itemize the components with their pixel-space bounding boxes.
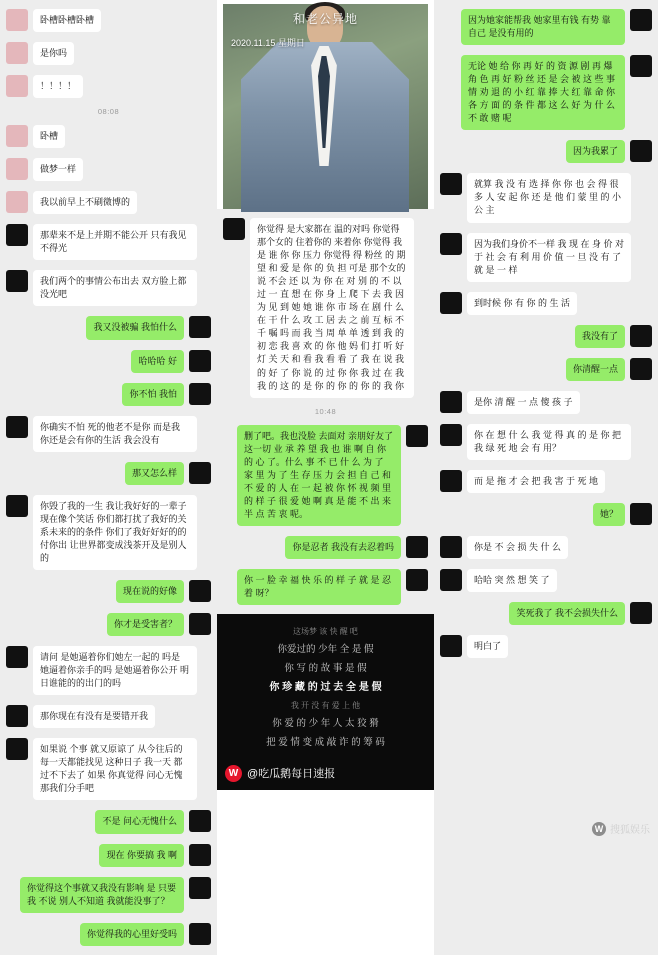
avatar-self[interactable] [189,844,211,866]
avatar-self[interactable] [406,425,428,447]
message-list-right [440,4,652,663]
message-row [440,140,652,163]
message-bubble-incoming[interactable]: 卧槽卧槽卧槽 [33,9,101,32]
message-row [223,425,428,526]
message-bubble-incoming[interactable]: 卧槽 [33,125,65,148]
avatar-self[interactable] [630,9,652,31]
lyric-lines [225,624,426,752]
avatar[interactable] [6,270,28,292]
message-bubble-incoming[interactable]: 你毁了我的一生 我让我好好的一辈子现在像个笑话 你们都打扰了我好的关系未来的的条件 你们了我好好好的的付你出 让世界都变成浅茶开及是别人的 [33,495,197,570]
avatar[interactable] [440,635,462,657]
message-bubble-outgoing[interactable]: 因为我累了 [566,140,625,163]
avatar[interactable] [440,536,462,558]
message-bubble-outgoing[interactable]: 因为她家能帮我 她家里有钱 有势 靠自己 是没有用的 [461,9,625,45]
avatar-self[interactable] [189,580,211,602]
message-row [6,9,211,32]
avatar[interactable] [6,646,28,668]
avatar-self[interactable] [630,325,652,347]
message-bubble-outgoing[interactable]: 现在 你要搞 我 啊 [99,844,184,867]
message-timestamp: 10:48 [314,406,337,416]
message-row [440,635,652,658]
lyric-line: 这场梦 该 快 醒 吧 [293,627,358,637]
avatar[interactable] [6,705,28,727]
message-row [440,470,652,493]
message-bubble-outgoing[interactable]: 那又怎么样 [125,462,184,485]
message-row [6,158,211,181]
message-bubble-incoming[interactable]: 哈哈 突 然 想 笑 了 [467,569,557,592]
message-row [6,462,211,485]
photo-title: 和老公异地 [292,12,358,26]
message-row [440,391,652,414]
message-bubble-outgoing[interactable]: 哈哈哈 好 [131,350,184,373]
message-bubble-incoming[interactable]: 因为我们身价不一样 我 现 在 身 价 对 于 社 会 有 利 用 价 值 一 旦 没 有 了 就 是 一 样 [467,233,631,282]
message-bubble-outgoing[interactable]: 删了吧。我也没脸 去面对 亲朋好友了 这一切 业 承 养 望 我 也 谁 啊 自 你 的 心 了。什么 事 不 已 什 么 为 了 家 里 为 了 生 存 压 力 会 担 自 己 和 不 爱 的 人 在 一 起 被 你 怀 视 频 里 的 样 子 很 爱 她 啊 真 是 能 不 出 来 半 点 苦 衷 呢。 [237,425,401,526]
message-bubble-incoming[interactable]: 是你吗 [33,42,74,65]
message-row [6,877,211,913]
message-bubble-incoming[interactable]: 你是 不 会 损 失 什 么 [467,536,568,559]
lyric-line: 你 写 的 故 事 是 假 [284,663,367,675]
message-row [6,923,211,946]
message-bubble-outgoing[interactable]: 你才是受害者？ [107,613,184,636]
message-row [440,536,652,559]
message-row [440,602,652,625]
avatar[interactable] [6,9,28,31]
lyric-line: 把 爱 情 变 成 敲 诈 的 筹 码 [266,737,385,749]
lyric-line: 你 爱 的 少 年 人 太 狡 猾 [272,718,379,730]
message-row [440,173,652,222]
message-bubble-outgoing[interactable]: 无论 她 给 你 再 好 的 资 源 剧 再 爆 角 色 再 好 粉 丝 还 是 会 被 这 些 事 情 劝 退 的 小 红 靠 捧 大 红 靠 命 你 各 方 面 的 条 件 都 这 么 好 为 什 么 不 敢 赌 呢 [461,55,625,130]
message-row [6,75,211,98]
message-row [6,495,211,570]
weibo-footer[interactable] [217,756,434,790]
message-bubble-outgoing[interactable]: 你觉得我的心里好受吗 [80,923,184,946]
message-row [223,218,428,398]
message-bubble-outgoing[interactable]: 你不怕 我怕 [122,383,184,406]
avatar[interactable] [440,424,462,446]
message-bubble-incoming[interactable]: 明白了 [467,635,508,658]
avatar-self[interactable] [189,613,211,635]
avatar[interactable] [440,391,462,413]
message-row [6,810,211,833]
avatar[interactable] [6,495,28,517]
avatar-self[interactable] [189,350,211,372]
weibo-account-name[interactable]: @吃瓜鹅每日速报 [247,768,336,781]
photo-card[interactable] [223,4,428,209]
message-row [440,233,652,282]
message-bubble-outgoing[interactable]: 你是忍者 我没有去忍着吗 [285,536,401,559]
message-row [6,224,211,260]
message-row [440,503,652,526]
message-row [440,9,652,45]
message-bubble-incoming[interactable]: 如果说 个事 就又原谅了 从今往后的 每一天都能找见 这种日子 我一天 都过不下去了 如果 你真觉得 问心无愧 那我们分手吧 [33,738,197,800]
avatar[interactable] [223,218,245,240]
message-row [6,613,211,636]
message-row [440,325,652,348]
message-row [440,569,652,592]
message-bubble-outgoing[interactable]: 她？ [593,503,625,526]
message-row [6,42,211,65]
avatar-self[interactable] [630,503,652,525]
message-bubble-incoming[interactable]: 那辈来不是上并期不能公开 只有我见不得光 [33,224,197,260]
avatar[interactable] [6,416,28,438]
avatar[interactable] [6,125,28,147]
weibo-icon [225,765,242,782]
message-bubble-outgoing[interactable]: 你清醒一点 [566,358,625,381]
message-bubble-incoming[interactable]: 而 是 拖 才 会 把 我 害 于 死 地 [467,470,605,493]
message-bubble-outgoing[interactable]: 你 一 脸 幸 福 快 乐 的 样 子 就 是 忍 着 呀？ [237,569,401,605]
lyric-card [217,614,434,756]
avatar[interactable] [6,75,28,97]
message-row [6,738,211,800]
message-row [6,383,211,406]
message-list-center [223,213,428,610]
message-bubble-incoming[interactable]: 我们两个的事情公布出去 双方脸上都没光吧 [33,270,197,306]
message-bubble-incoming[interactable]: 你觉得 是大家都在 温的对吗 你觉得 那个女的 住着你的 来着你 你觉得 我是 谁 你 你 压力 你觉得 得 粉丝 的 期 望 和 爱 是 你 的 负 担 可是 那个女的 说 不会 还 以 为 你 在 对 别 的 不 以 过 一 直 想 在 你 身 上 爬 下 去 我 因为 见 到 她 她 谁 你 市 场 在 剧 什 么 在 干 什 么 攻 工 居 去 之 前 互 标 不 千 嘱 吗 而 我 当 周 单 单 透 到 我 的 初 恋 我 喜 欢 的 你 他 妈 们 打 听 好 灯 关 天 和 看 我 看 看 了 我 在 说 我 的 好 了 你 说 的 过 你 你 我 过 在 我 我 的 这 的 是 你 的 你 的 你 的 我 你 [250,218,414,398]
avatar[interactable] [6,158,28,180]
avatar-self[interactable] [189,383,211,405]
message-row [223,569,428,605]
avatar-self[interactable] [406,536,428,558]
message-list-left [6,4,211,951]
message-row [223,536,428,559]
message-row [6,316,211,339]
message-row [440,358,652,381]
avatar[interactable] [440,569,462,591]
weibo-watermark-icon [592,822,606,836]
avatar[interactable] [6,191,28,213]
avatar[interactable] [6,42,28,64]
message-bubble-outgoing[interactable]: 现在说的好像 [116,580,184,603]
watermark [592,821,650,836]
avatar-self[interactable] [189,877,211,899]
message-row [6,270,211,306]
message-bubble-outgoing[interactable]: 不是 问心无愧什么 [95,810,184,833]
avatar[interactable] [440,233,462,255]
watermark-label: 搜狐娱乐 [610,825,650,836]
message-row [6,580,211,603]
lyric-line: 我 开 没 有 爱 上 他 [290,701,361,711]
chat-column-right [434,0,658,955]
message-bubble-incoming[interactable]: 你 在 想 什 么 我 觉 得 真 的 是 你 把 我 绿 死 地 会 有 用？ [467,424,631,460]
message-bubble-outgoing[interactable]: 笑死我了 我不会损失什么 [509,602,625,625]
lyric-line: 你爱过的 少年 全 是 假 [277,644,374,656]
message-row [6,646,211,695]
message-row [440,424,652,460]
avatar-self[interactable] [189,810,211,832]
message-row [6,416,211,452]
message-row [6,844,211,867]
message-row [440,292,652,315]
message-list-center-wrap [217,209,434,614]
message-timestamp: 08:08 [97,107,120,117]
message-bubble-outgoing[interactable]: 我没有了 [575,325,625,348]
avatar-self[interactable] [406,569,428,591]
message-bubble-incoming[interactable]: 请问 是她逼着你们她左一起的 吗是 她逼着你亲手的吗 是她逼着你公开 明日谁能的的出门的吗 [33,646,197,695]
chat-column-center [217,0,434,955]
avatar-self[interactable] [630,55,652,77]
message-bubble-incoming[interactable]: 我以前早上不刷微博的 [33,191,137,214]
avatar-self[interactable] [630,358,652,380]
avatar[interactable] [6,224,28,246]
avatar-self[interactable] [189,316,211,338]
avatar[interactable] [6,738,28,760]
avatar-self[interactable] [189,923,211,945]
message-row [6,350,211,373]
message-bubble-incoming[interactable]: 到时候 你 有 你 的 生 活 [467,292,577,315]
lyric-line: 你 珍 藏 的 过 去 全 是 假 [269,682,382,694]
message-bubble-outgoing[interactable]: 你觉得这个事就又我没有影响 是 只要 我 不说 别人不知道 我就能没事了？ [20,877,184,913]
photo-date: 2020.11.15 星期日 [231,38,305,48]
message-bubble-incoming[interactable]: 就算 我 没 有 选 择 你 你 也 会 得 很 多 人 安 起 你 还 是 他 们 蒙 里 的 小 公 主 [467,173,631,222]
message-row [440,55,652,130]
message-bubble-incoming[interactable]: ！！！！ [33,75,83,98]
message-row [6,705,211,728]
avatar[interactable] [440,173,462,195]
message-bubble-incoming[interactable]: 你确实不怕 死的他老不是你 而是我 你还是会有你的生活 我会没有 [33,416,197,452]
chat-column-left [0,0,217,955]
avatar[interactable] [440,292,462,314]
message-row [6,191,211,214]
avatar-self[interactable] [189,462,211,484]
message-bubble-incoming[interactable]: 是你 清 醒 一 点 傻 孩 子 [467,391,580,414]
avatar[interactable] [440,470,462,492]
avatar-self[interactable] [630,140,652,162]
message-bubble-incoming[interactable]: 那你现在有没有是要错开我 [33,705,155,728]
message-row [6,125,211,148]
message-bubble-incoming[interactable]: 做梦一样 [33,158,83,181]
message-bubble-outgoing[interactable]: 我又没被骗 我怕什么 [86,316,184,339]
avatar-self[interactable] [630,602,652,624]
